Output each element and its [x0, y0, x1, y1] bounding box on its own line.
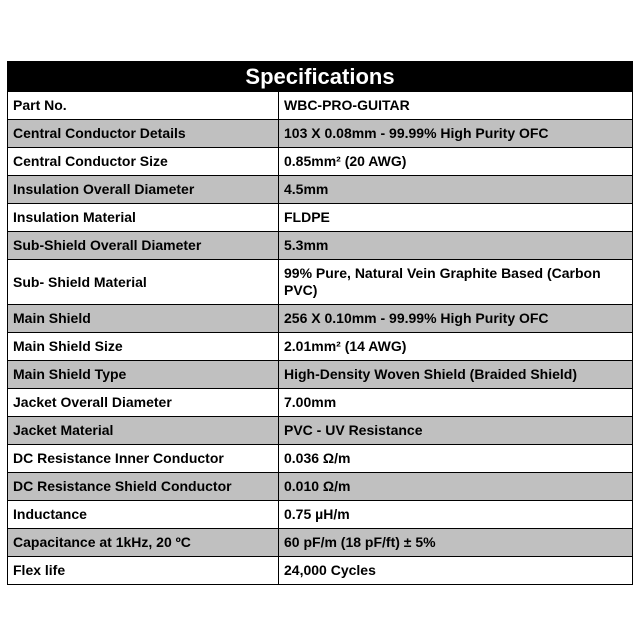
- spec-label: Sub-Shield Overall Diameter: [8, 232, 279, 260]
- table-row: [8, 501, 633, 529]
- spec-value: 0.85mm² (20 AWG): [279, 148, 633, 176]
- spec-label: Sub- Shield Material: [8, 260, 279, 305]
- table-row: [8, 148, 633, 176]
- spec-label: Central Conductor Details: [8, 120, 279, 148]
- spec-value: 7.00mm: [279, 389, 633, 417]
- table-row: [8, 361, 633, 389]
- table-row: [8, 417, 633, 445]
- spec-value: High-Density Woven Shield (Braided Shield): [279, 361, 633, 389]
- table-row: [8, 120, 633, 148]
- spec-label: Insulation Material: [8, 204, 279, 232]
- spec-value: 4.5mm: [279, 176, 633, 204]
- specifications-table-body: [8, 62, 633, 585]
- table-row: [8, 260, 633, 305]
- table-row: [8, 333, 633, 361]
- spec-label: DC Resistance Inner Conductor: [8, 445, 279, 473]
- table-title: Specifications: [8, 62, 633, 92]
- table-row: [8, 473, 633, 501]
- spec-label: Main Shield: [8, 305, 279, 333]
- spec-value: 24,000 Cycles: [279, 557, 633, 585]
- spec-label: Main Shield Size: [8, 333, 279, 361]
- table-title-row: [8, 62, 633, 92]
- spec-label: Flex life: [8, 557, 279, 585]
- table-row: [8, 92, 633, 120]
- table-row: [8, 176, 633, 204]
- specifications-panel: [7, 61, 632, 585]
- table-row: [8, 204, 633, 232]
- table-row: [8, 529, 633, 557]
- spec-label: Central Conductor Size: [8, 148, 279, 176]
- spec-label: Jacket Overall Diameter: [8, 389, 279, 417]
- table-row: [8, 445, 633, 473]
- spec-label: Insulation Overall Diameter: [8, 176, 279, 204]
- spec-value: 0.75 µH/m: [279, 501, 633, 529]
- spec-value: 0.010 Ω/m: [279, 473, 633, 501]
- table-row: [8, 557, 633, 585]
- spec-value: 0.036 Ω/m: [279, 445, 633, 473]
- spec-value: FLDPE: [279, 204, 633, 232]
- spec-value: 60 pF/m (18 pF/ft) ± 5%: [279, 529, 633, 557]
- spec-value: 99% Pure, Natural Vein Graphite Based (Carbon PVC): [279, 260, 633, 305]
- spec-value: 2.01mm² (14 AWG): [279, 333, 633, 361]
- spec-label: Main Shield Type: [8, 361, 279, 389]
- spec-value: WBC-PRO-GUITAR: [279, 92, 633, 120]
- table-row: [8, 389, 633, 417]
- table-row: [8, 305, 633, 333]
- spec-label: DC Resistance Shield Conductor: [8, 473, 279, 501]
- spec-label: Inductance: [8, 501, 279, 529]
- spec-label: Jacket Material: [8, 417, 279, 445]
- spec-label: Capacitance at 1kHz, 20 ºC: [8, 529, 279, 557]
- table-row: [8, 232, 633, 260]
- specifications-table: [7, 61, 633, 585]
- spec-value: 103 X 0.08mm - 99.99% High Purity OFC: [279, 120, 633, 148]
- spec-label: Part No.: [8, 92, 279, 120]
- spec-value: PVC - UV Resistance: [279, 417, 633, 445]
- spec-value: 256 X 0.10mm - 99.99% High Purity OFC: [279, 305, 633, 333]
- spec-value: 5.3mm: [279, 232, 633, 260]
